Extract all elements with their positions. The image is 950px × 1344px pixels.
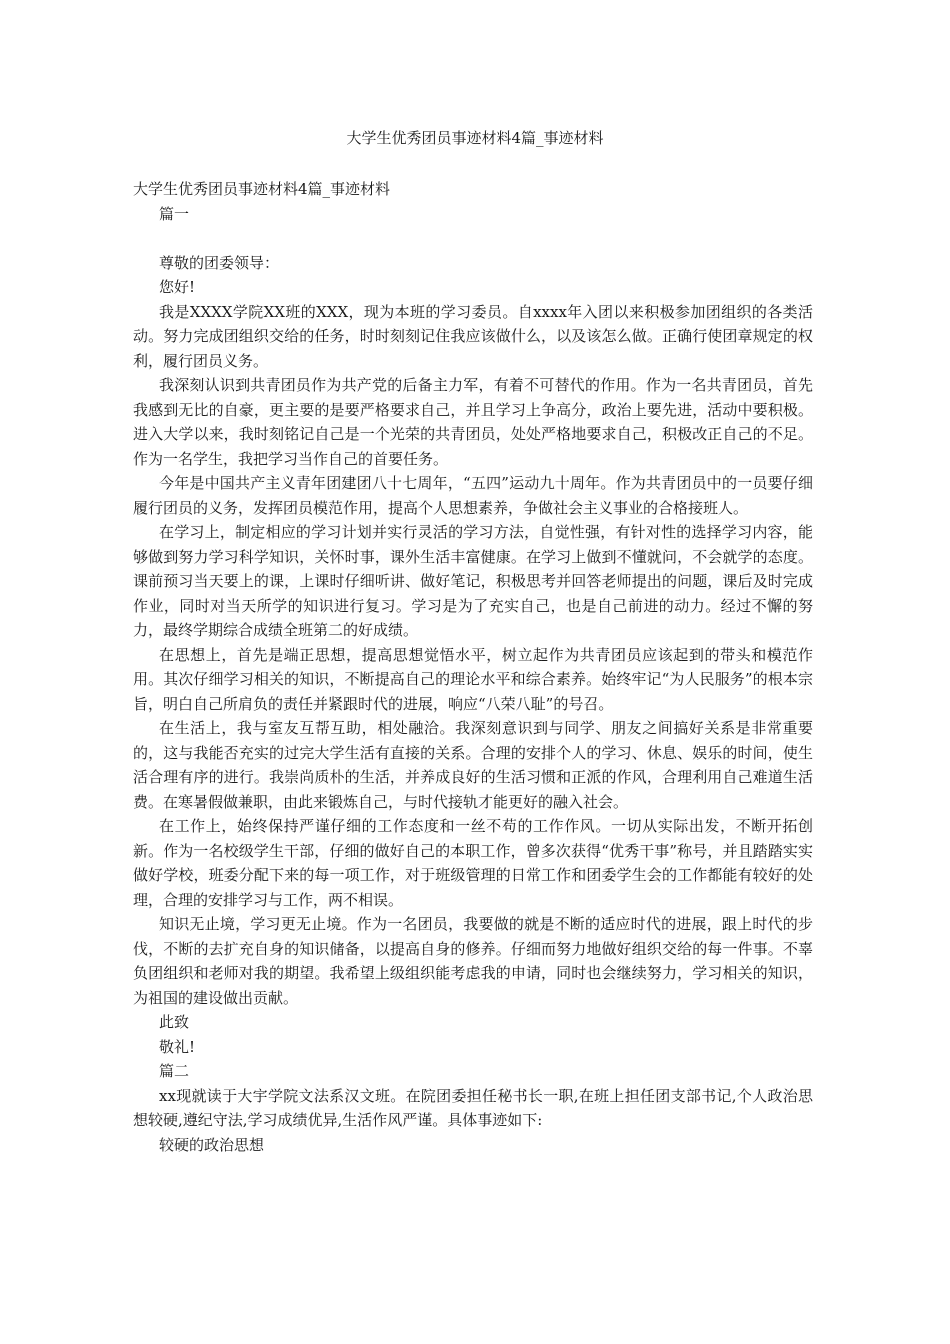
blank-line bbox=[133, 226, 813, 251]
closing-salute: 敬礼! bbox=[159, 1037, 196, 1056]
paragraph: xx现就读于大宇学院文法系汉文班。在院团委担任秘书长一职,在班上担任团支部书记,个人政治思想较硬,遵纪守法,学习成绩优异,生活作风严谨。具体事迹如下: bbox=[133, 1086, 813, 1129]
salutation: 尊敬的团委领导： bbox=[159, 253, 280, 272]
paragraph: 知识无止境，学习更无止境。作为一名团员，我要做的就是不断的适应时代的进展，跟上时代的步伐，不断的去扩充自身的知识储备，以提高自身的修养。仔细而努力地做好组织交给的每一件事。不辜负团组织和老师对我的期望。我希望上级组织能考虑我的申请，同时也会继续努力，学习相关的知识，为祖国的建设做出贡献。 bbox=[133, 915, 813, 1007]
section-heading: 较硬的政治思想 bbox=[159, 1135, 265, 1154]
section-label-1: 篇一 bbox=[159, 204, 190, 223]
paragraph: 在工作上，始终保持严谨仔细的工作态度和一丝不苟的工作作风。一切从实际出发，不断开拓创新。作为一名校级学生干部，仔细的做好自己的本职工作，曾多次获得“优秀干事”称号，并且踏踏实实做好学校，班委分配下来的每一项工作，对于班级管理的日常工作和团委学生会的工作都能有较好的处理，合理的安排学习与工作，两不相误。 bbox=[133, 817, 813, 909]
paragraph: 在生活上，我与室友互帮互助，相处融洽。我深刻意识到与同学、朋友之间搞好关系是非常重要的，这与我能否充实的过完大学生活有直接的关系。合理的安排个人的学习、休息、娱乐的时间，使生活合理有序的进行。我崇尚质朴的生活，并养成良好的生活习惯和正派的作风，合理利用自己难道生活费。在寒暑假做兼职，由此来锻炼自己，与时代接轨才能更好的融入社会。 bbox=[133, 719, 813, 811]
section-label-2: 篇二 bbox=[159, 1062, 190, 1080]
body-title: 大学生优秀团员事迹材料4篇_事迹材料 bbox=[133, 180, 391, 198]
closing-line: 此致 bbox=[159, 1013, 190, 1031]
greeting: 您好! bbox=[159, 278, 196, 296]
paragraph: 我是XXXX学院XX班的XXX，现为本班的学习委员。自xxxx年入团以来积极参加团组织的各类活动。努力完成团组织交给的任务，时时刻刻记住我应该做什么，以及该怎么做。正确行使团章规定的权利，履行团员义务。 bbox=[133, 302, 813, 370]
paragraph: 今年是中国共产主义青年团建团八十七周年，“五四”运动九十周年。作为共青团员中的一员要仔细履行团员的义务，发挥团员模范作用，提高个人思想素养，争做社会主义事业的合格接班人。 bbox=[133, 474, 813, 517]
paragraph: 在学习上，制定相应的学习计划并实行灵活的学习方法，自觉性强，有针对性的选择学习内容，能够做到努力学习科学知识，关怀时事，课外生活丰富健康。在学习上做到不懂就问，不会就学的态度。课前预习当天要上的课，上课时仔细听讲、做好笔记，积极思考并回答老师提出的问题，课后及时完成作业，同时对当天所学的知识进行复习。学习是为了充实自己，也是自己前进的动力。经过不懈的努力，最终学期综合成绩全班第二的好成绩。 bbox=[133, 523, 813, 639]
page-header-title: 大学生优秀团员事迹材料4篇_事迹材料 bbox=[346, 129, 604, 147]
document-body bbox=[133, 177, 813, 1157]
paragraph: 在思想上，首先是端正思想，提高思想觉悟水平，树立起作为共青团员应该起到的带头和模范作用。其次仔细学习相关的知识，不断提高自己的理论水平和综合素养。始终牢记“为人民服务”的根本宗旨，明白自己所肩负的责任并紧跟时代的进展，响应“八荣八耻”的号召。 bbox=[133, 645, 813, 713]
paragraph: 我深刻认识到共青团员作为共产党的后备主力军，有着不可替代的作用。作为一名共青团员，首先我感到无比的自豪，更主要的是要严格要求自己，并且学习上争高分，政治上要先进，活动中要积极。进入大学以来，我时刻铭记自己是一个光荣的共青团员，处处严格地要求自己，积极改正自己的不足。作为一名学生，我把学习当作自己的首要任务。 bbox=[133, 376, 813, 468]
